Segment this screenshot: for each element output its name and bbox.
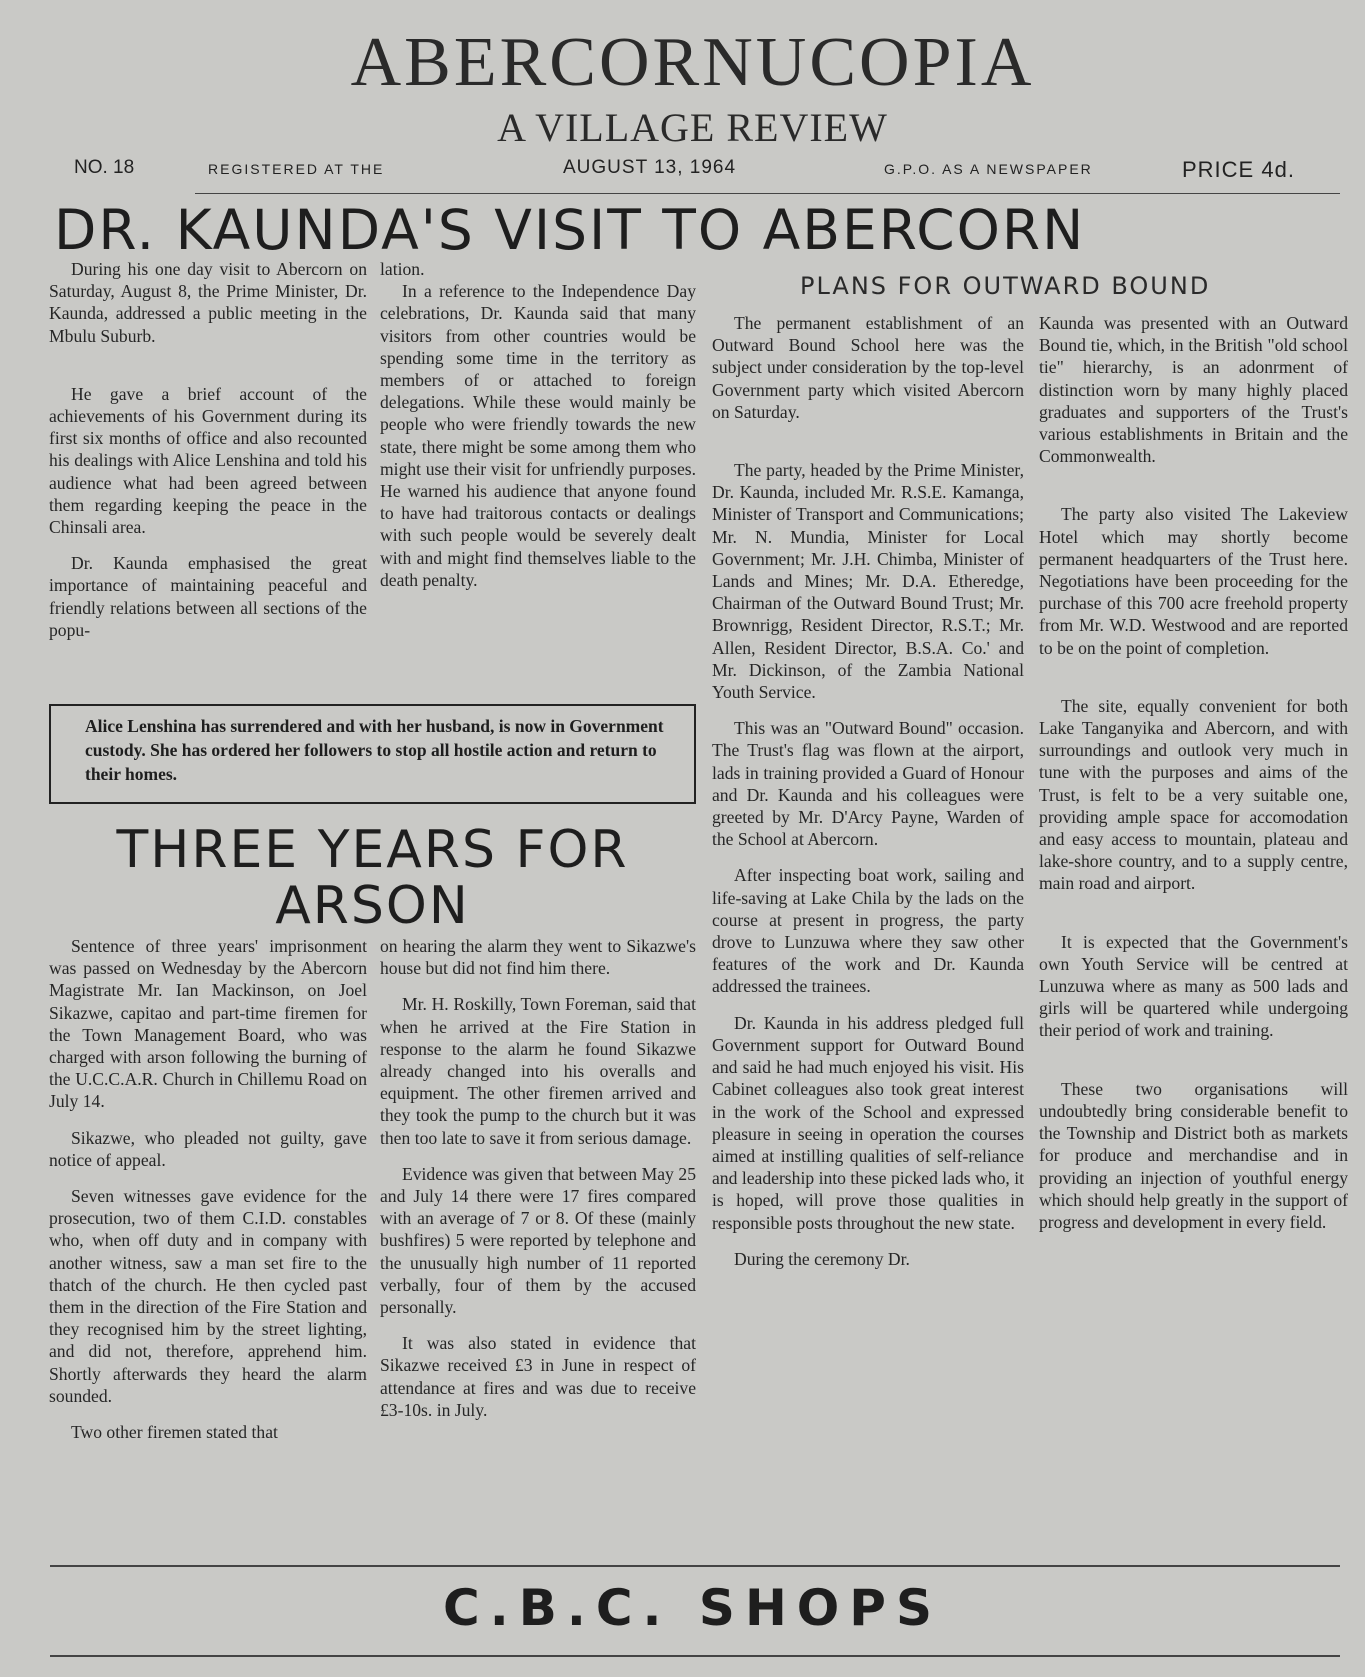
notice-text: Alice Lenshina has surrendered and with her husband, is now in Government custody. She has ordered her followers to stop all hostile action and return to their homes. (85, 716, 664, 784)
outward-bound-column-1 (712, 312, 1024, 1284)
paragraph: The party also visited The Lakeview Hotel which may shortly become permanent headquarters of the Trust here. Negotiations have been proceeding for the purchase of this 700 acre freehold property from Mr. W.D. Westwood and are reported to be on the point of completion. (1039, 504, 1348, 658)
lead-story-column-1 (49, 258, 367, 655)
paragraph: During his one day visit to Abercorn on Saturday, August 8, the Prime Minister, Dr. Kaunda, addressed a public meeting in the Mbulu Suburb. (49, 259, 367, 346)
arson-story-column-1 (49, 935, 367, 1457)
paragraph: Seven witnesses gave evidence for the prosecution, two of them C.I.D. constables who, when off duty and in company with another witness, saw a man set fire to the thatch of the church. He then cycled past them in the direction of the Fire Station and they recognised him by the street lighting, and did not, therefore, apprehend him. Shortly afterwards they heard the alarm sounded. (49, 1186, 367, 1406)
paragraph: Dr. Kaunda in his address pledged full Government support for Outward Bound and said he had much enjoyed his visit. His Cabinet colleagues also took great interest in the work of the School and expressed pleasure in seeing in operation the courses aimed at instilling qualities of self-reliance and leadership into these picked lads who, it is hoped, will prove those qualities in responsible posts throughout the new state. (712, 1012, 1024, 1233)
issue-price: PRICE 4d. (1182, 157, 1295, 182)
arson-story-column-2 (380, 935, 696, 1435)
paragraph: The party, headed by the Prime Minister, Dr. Kaunda, included Mr. R.S.E. Kamanga, Minister of Transport and Communications; Mr. N. Mundia, Minister for Local Government; Mr. J.H. Chimba, Minister of Lands and Mines; Mr. D.A. Etheredge, Chairman of the Outward Bound Trust; Mr. Brownrigg, Resident Director, R.S.T.; Mr. Allen, Resident Director, B.S.A. Co.' and Mr. Dickinson, of the Zambia National Youth Service. (712, 460, 1024, 703)
arson-headline-line-1: THREE YEARS FOR (116, 820, 629, 880)
paragraph: on hearing the alarm they went to Sikazwe's house but did not find him there. (380, 936, 696, 979)
registered-note: REGISTERED AT THE (208, 161, 385, 177)
cbc-shops-advert: C.B.C. SHOPS (443, 1579, 942, 1637)
paragraph: After inspecting boat work, sailing and life-saving at Lake Chila by the lads on the course at present in progress, the party drove to Lunzuwa where they saw other features of the work and Dr. Kaunda addressed the trainees. (712, 865, 1024, 997)
paragraph: Two other firemen stated that (71, 1422, 278, 1443)
issue-info-bar (70, 157, 1325, 183)
masthead-title: ABERCORNUCOPIA (350, 24, 1035, 101)
advert-rule-bottom (50, 1655, 1340, 1657)
paragraph: In a reference to the Independence Day celebrations, Dr. Kaunda said that many visitors from other countries would be spending some time in the territory as members of or attached to foreign delegations. While these would mainly be people who were friendly towards the new state, there might be some among them who might use their visit for unfriendly purposes. He warned his audience that anyone found to have had traitorous contacts or dealings with such people would be severely dealt with and might find themselves liable to the death penalty. (380, 281, 696, 590)
gpo-note: G.P.O. AS A NEWSPAPER (884, 161, 1093, 177)
lead-story-column-2 (380, 258, 696, 605)
outward-bound-headline: PLANS FOR OUTWARD BOUND (800, 272, 1211, 300)
issue-date: AUGUST 13, 1964 (563, 157, 737, 178)
paragraph: During the ceremony Dr. (734, 1248, 910, 1269)
advert-rule-top (50, 1565, 1340, 1567)
paragraph: Dr. Kaunda emphasised the great importance of maintaining peaceful and friendly relations between all sections of the popu- (49, 553, 367, 640)
outward-bound-column-2 (1039, 312, 1348, 1247)
lead-headline: DR. KAUNDA'S VISIT TO ABERCORN (54, 198, 1086, 262)
paragraph: The permanent establishment of an Outward Bound School here was the subject under consideration by the top-level Government party which visited Abercorn on Saturday. (712, 313, 1024, 422)
paragraph: Sentence of three years' imprisonment was passed on Wednesday by the Abercorn Magistrate Mr. Ian Mackinson, on Joel Sikazwe, capitao and part-time firemen for the Town Management Board, who was charged with arson following the burning of the U.C.C.A.R. Church in Chillemu Road on July 14. (49, 936, 367, 1112)
paragraph: Sikazwe, who pleaded not guilty, gave notice of appeal. (49, 1127, 367, 1170)
paragraph: These two organisations will undoubtedly bring considerable benefit to the Township and District both as markets for produce and merchandise and in providing an injection of youthful energy which should help greatly in the support of progress and development in every field. (1039, 1078, 1348, 1232)
paragraph: It is expected that the Government's own Youth Service will be centred at Lunzuwa where as many as 500 lads and girls will be quartered while undergoing their period of work and training. (1039, 931, 1348, 1041)
paragraph: He gave a brief account of the achievements of his Government during its first six months of office and also recounted his dealings with Alice Lenshina and told his audience what had been agreed between them regarding keeping the peace in the Chinsali area. (49, 383, 367, 538)
masthead-rule (195, 193, 1340, 194)
paragraph: lation. (380, 259, 425, 279)
paragraph: Evidence was given that between May 25 and July 14 there were 17 fires compared with an average of 7 or 8. Of these (mainly bushfires) 5 were reported by telephone and the unusually high number of 11 reported verbally, four of them by the accused personally. (380, 1163, 696, 1318)
arson-headline (49, 822, 696, 934)
paragraph: It was also stated in evidence that Sikazwe received £3 in June in respect of attendance at fires and was due to receive £3-10s. in July. (380, 1333, 696, 1420)
masthead-subtitle: A VILLAGE REVIEW (497, 105, 888, 150)
paragraph: This was an "Outward Bound" occasion. The Trust's flag was flown at the airport, lads in training provided a Guard of Honour and Dr. Kaunda and his colleagues were greeted by Mr. D'Arcy Payne, Warden of the School at Abercorn. (712, 718, 1024, 850)
arson-headline-line-2: ARSON (275, 876, 470, 936)
paragraph: Kaunda was presented with an Outward Bound tie, which, in the British "old school tie" hierarchy, is an adonrment of distinction worn by many highly placed graduates and supporters of the Trust's various establishments in Britain and the Commonwealth. (1039, 313, 1348, 467)
issue-number: NO. 18 (74, 157, 135, 178)
lenshina-notice-box (49, 704, 696, 804)
paragraph: The site, equally convenient for both Lake Tanganyika and Abercorn, and with surroundings and outlook very much in tune with the purposes and aims of the Trust, is felt to be a very suitable one, providing ample space for accomodation and easy access to mountain, plateau and lake-shore country, and to a supply centre, main road and airport. (1039, 695, 1348, 894)
paragraph: Mr. H. Roskilly, Town Foreman, said that when he arrived at the Fire Station in response to the alarm he found Sikazwe already changed into his overalls and equipment. The other firemen arrived and they took the pump to the church but it was then too late to save it from serious damage. (380, 994, 696, 1148)
